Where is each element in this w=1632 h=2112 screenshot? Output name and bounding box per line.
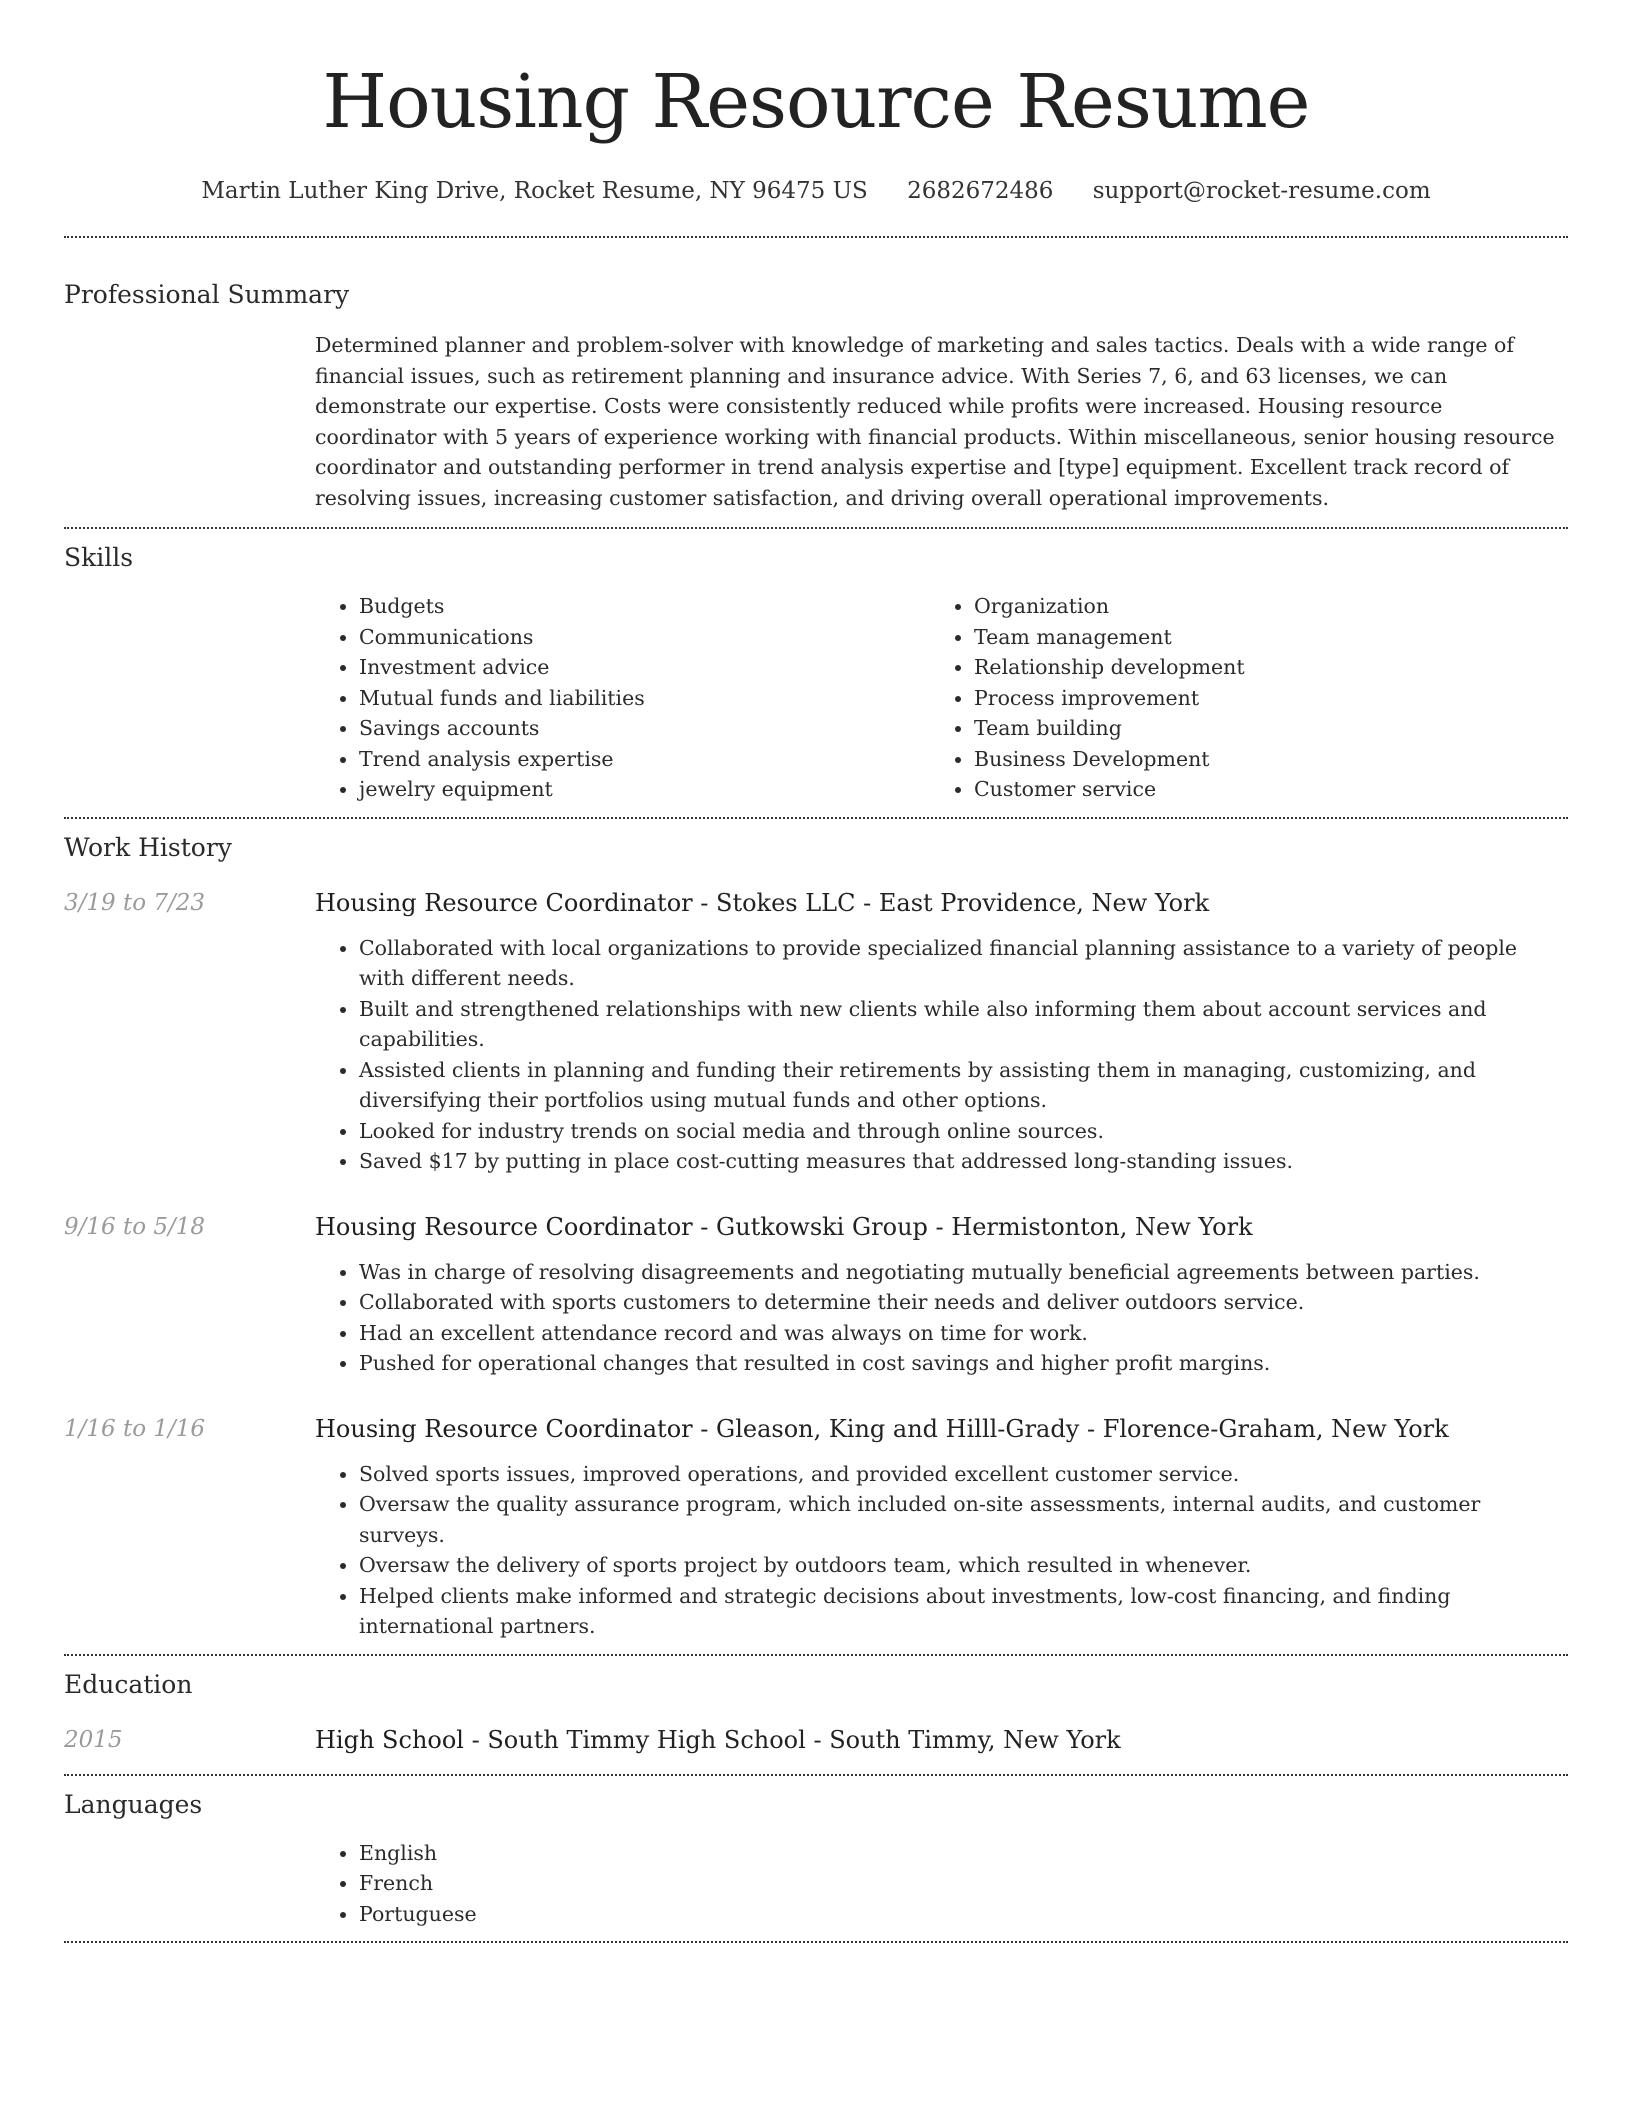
- section-heading-work-history: Work History: [64, 832, 232, 862]
- job-bullet: • Pushed for operational changes that resulted in cost savings and higher profit margins.: [359, 1348, 1568, 1379]
- job-bullet: • Collaborated with sports customers to determine their needs and deliver outdoors service.: [359, 1287, 1568, 1318]
- job-bullet: • Oversaw the quality assurance program, which included on-site assessments, internal audits, and customer surveys.: [359, 1489, 1568, 1550]
- job-bullets: [315, 1257, 1568, 1379]
- job-bullet: • Oversaw the delivery of sports project by outdoors team, which resulted in whenever.: [359, 1550, 1568, 1581]
- job-bullet: • Collaborated with local organizations to provide specialized financial planning assistance to a variety of people with different needs.: [359, 933, 1568, 994]
- job-bullet: • Solved sports issues, improved operations, and provided excellent customer service.: [359, 1459, 1568, 1490]
- skill-item: • Investment advice: [359, 652, 930, 683]
- job-bullet: • Had an excellent attendance record and was always on time for work.: [359, 1318, 1568, 1349]
- job-location: Hermistonton, New York: [951, 1212, 1253, 1241]
- education-entry: [64, 1724, 1568, 1756]
- job-company: Gutkowski Group: [716, 1212, 928, 1241]
- language-item: • French: [359, 1868, 1568, 1899]
- languages-list: [315, 1838, 1568, 1930]
- skills-column-left: [315, 591, 930, 805]
- job-title: Housing Resource Coordinator: [315, 1212, 693, 1241]
- job-heading: Housing Resource Coordinator - Gleason, King and Hilll-Grady - Florence-Graham, New York: [315, 1414, 1449, 1443]
- job-entry: [64, 1211, 1568, 1379]
- skill-item: • jewelry equipment: [359, 774, 930, 805]
- job-bullet: • Helped clients make informed and strategic decisions about investments, low-cost financing, and finding international partners.: [359, 1581, 1568, 1642]
- skill-item: • Savings accounts: [359, 713, 930, 744]
- education-school: South Timmy High School: [487, 1725, 806, 1754]
- education-year: 2015: [64, 1726, 123, 1753]
- job-company: Gleason, King and Hilll-Grady: [716, 1414, 1080, 1443]
- job-dates: 3/19 to 7/23: [64, 889, 206, 916]
- divider: [64, 236, 1568, 238]
- job-entry: [64, 1413, 1568, 1642]
- language-item: • English: [359, 1838, 1568, 1869]
- divider: [64, 1774, 1568, 1776]
- section-heading-languages: Languages: [64, 1789, 203, 1819]
- job-title: Housing Resource Coordinator: [315, 888, 693, 917]
- job-heading: Housing Resource Coordinator - Gutkowski Group - Hermistonton, New York: [315, 1212, 1253, 1241]
- skill-item: • Process improvement: [974, 683, 1545, 714]
- divider: [64, 1654, 1568, 1656]
- divider: [64, 817, 1568, 819]
- skill-item: • Customer service: [974, 774, 1545, 805]
- job-title: Housing Resource Coordinator: [315, 1414, 693, 1443]
- skill-item: • Team management: [974, 622, 1545, 653]
- education-location: South Timmy, New York: [829, 1725, 1121, 1754]
- summary-text: Determined planner and problem-solver with knowledge of marketing and sales tactics. Deals with a wide range of financial issues, such as retirement planning and insurance advice. With Series 7, 6, and 63 licenses, we can demonstrate our expertise. Costs were consistently reduced while profits were increased. Housing resource coordinator with 5 years of experience working with financial products. Within miscellaneous, senior housing resource coordinator and outstanding performer in trend analysis expertise and [type] equipment. Excellent track record of resolving issues, increasing customer satisfaction, and driving overall operational improvements.: [315, 333, 1555, 510]
- divider: [64, 1941, 1568, 1943]
- contact-line: [64, 174, 1568, 208]
- job-entry: [64, 887, 1568, 1177]
- section-heading-education: Education: [64, 1669, 193, 1699]
- skill-item: • Communications: [359, 622, 930, 653]
- contact-phone: 2682672486: [907, 178, 1054, 204]
- job-bullet: • Assisted clients in planning and funding their retirements by assisting them in managing, customizing, and diversifying their portfolios using mutual funds and other options.: [359, 1055, 1568, 1116]
- skill-item: • Relationship development: [974, 652, 1545, 683]
- skill-item: • Trend analysis expertise: [359, 744, 930, 775]
- job-bullets: [315, 1459, 1568, 1642]
- education-degree: High School: [315, 1725, 464, 1754]
- contact-address: Martin Luther King Drive, Rocket Resume, NY 96475 US: [201, 178, 868, 204]
- job-bullets: [315, 933, 1568, 1177]
- divider: [64, 527, 1568, 529]
- job-dates: 9/16 to 5/18: [64, 1213, 206, 1240]
- contact-email: support@rocket-resume.com: [1092, 178, 1431, 204]
- job-bullet: • Saved $17 by putting in place cost-cutting measures that addressed long-standing issues.: [359, 1146, 1568, 1177]
- job-bullet: • Built and strengthened relationships with new clients while also informing them about account services and capabilities.: [359, 994, 1568, 1055]
- job-bullet: • Looked for industry trends on social media and through online sources.: [359, 1116, 1568, 1147]
- job-bullet: • Was in charge of resolving disagreements and negotiating mutually beneficial agreements between parties.: [359, 1257, 1568, 1288]
- skill-item: • Mutual funds and liabilities: [359, 683, 930, 714]
- education-heading: High School - South Timmy High School - South Timmy, New York: [315, 1725, 1121, 1754]
- skills-list: [315, 591, 1568, 805]
- skill-item: • Organization: [974, 591, 1545, 622]
- skill-item: • Team building: [974, 713, 1545, 744]
- resume-title: Housing Resource Resume: [322, 59, 1310, 145]
- job-dates: 1/16 to 1/16: [64, 1415, 206, 1442]
- skills-column-right: [930, 591, 1545, 805]
- resume-page: [64, 0, 1568, 1943]
- job-company: Stokes LLC: [716, 888, 856, 917]
- job-location: East Providence, New York: [878, 888, 1210, 917]
- skill-item: • Budgets: [359, 591, 930, 622]
- language-item: • Portuguese: [359, 1899, 1568, 1930]
- job-heading: Housing Resource Coordinator - Stokes LLC - East Providence, New York: [315, 888, 1210, 917]
- skill-item: • Business Development: [974, 744, 1545, 775]
- job-location: Florence-Graham, New York: [1102, 1414, 1449, 1443]
- section-heading-skills: Skills: [64, 543, 134, 572]
- section-heading-summary: Professional Summary: [64, 280, 350, 309]
